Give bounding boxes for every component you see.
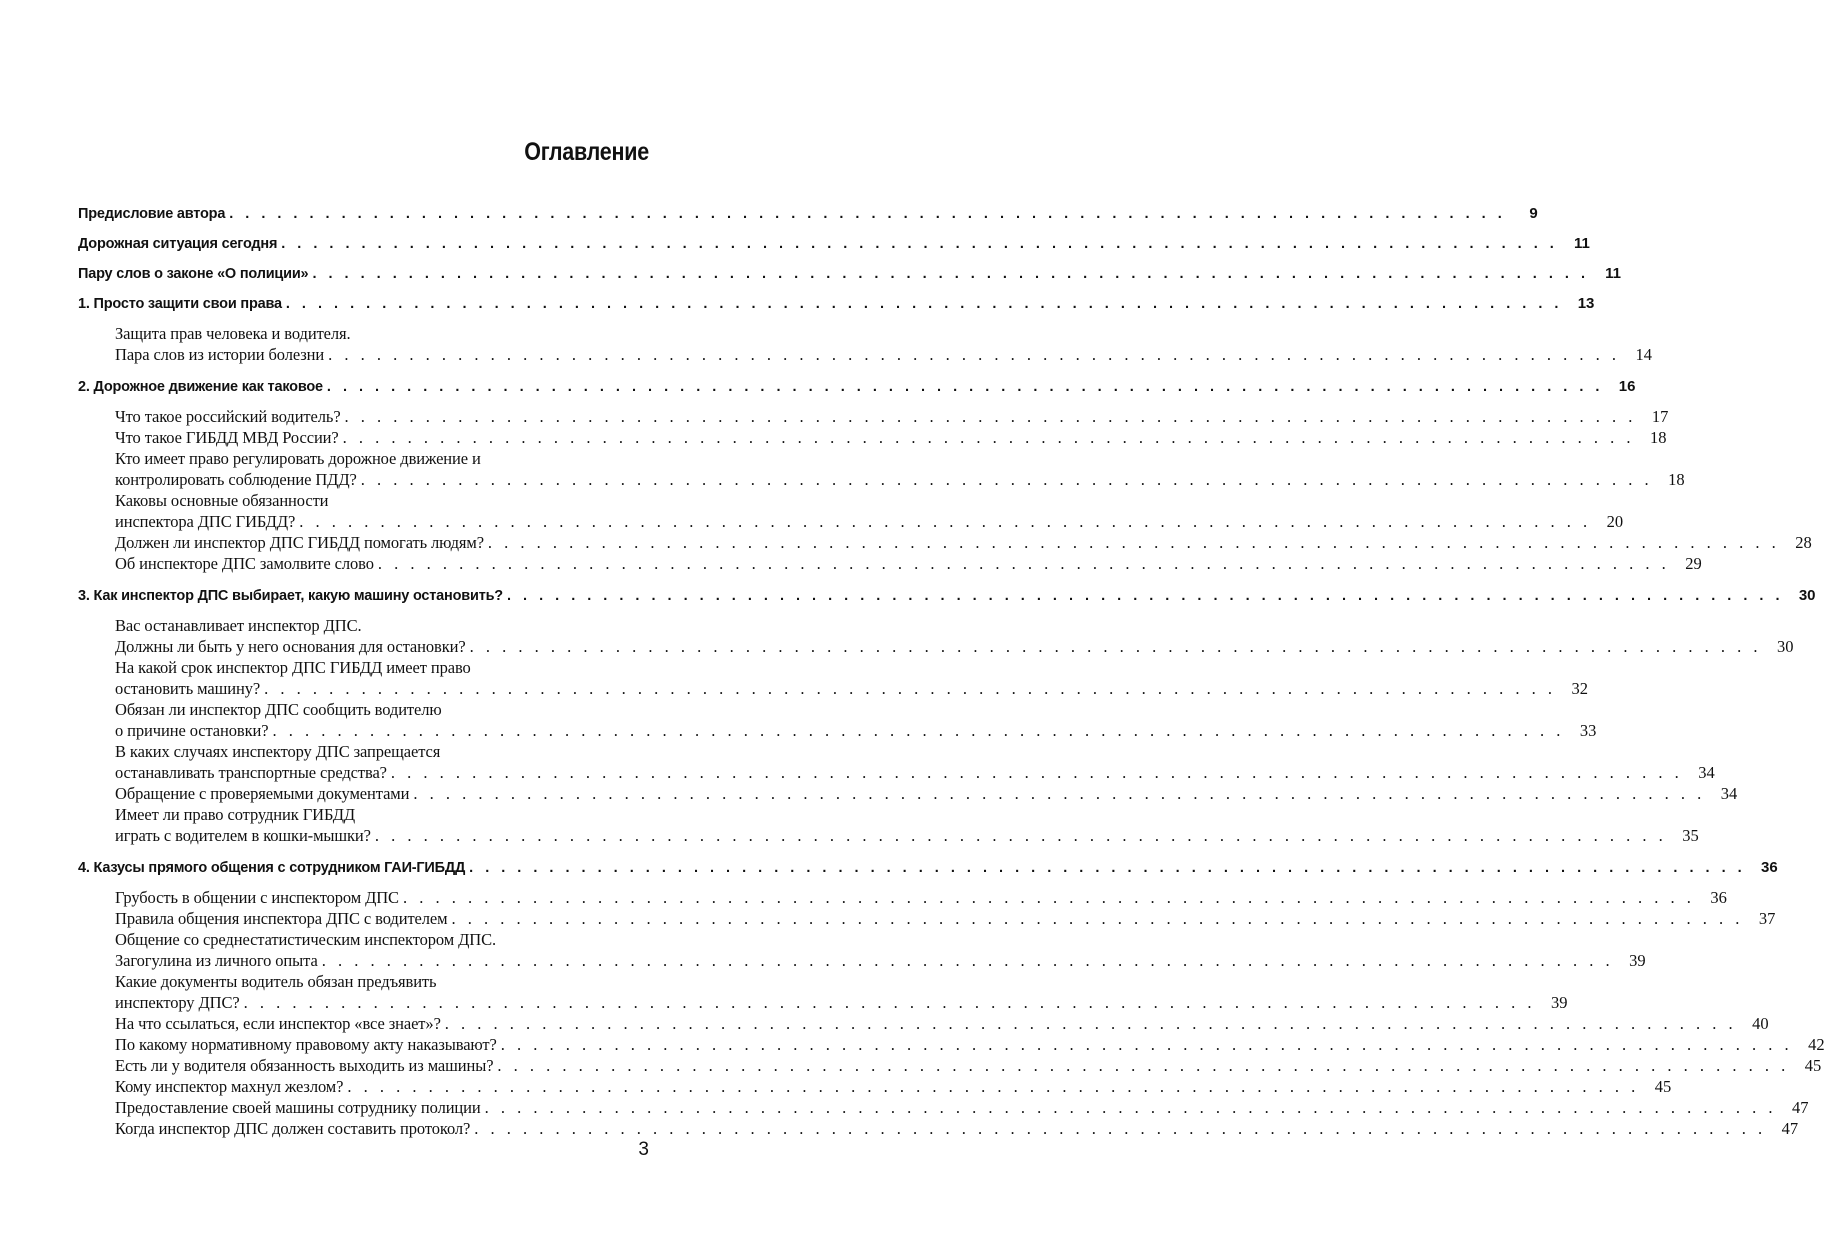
toc-dot-leader: . . . . . . . . . . . . . . . . . . . . . . . . . . . . . . . . . . . . . . . . . . . . . . . . . . . . . . . . . . . . . . . . . . . . . . . . . . . . . . . . [229,206,1506,222]
toc-section-line [78,950,1646,971]
toc-chapter-line [78,857,1778,879]
toc-section-line [78,406,1669,427]
toc-section-line [78,992,1568,1013]
toc-dot-leader: . . . . . . . . . . . . . . . . . . . . . . . . . . . . . . . . . . . . . . . . . . . . . . . . . . . . . . . . . . . . . . . . . . . . . . . . . . . . . . . . [487,533,1780,552]
toc-page-number: 37 [1758,909,1776,928]
toc-page-number: 11 [1573,235,1590,252]
toc-section-line [78,741,650,762]
toc-dot-leader: . . . . . . . . . . . . . . . . . . . . . . . . . . . . . . . . . . . . . . . . . . . . . . . . . . . . . . . . . . . . . . . . . . . . . . . . . . . . . . . . [321,951,1614,970]
toc-section-line [78,929,650,950]
toc-page-number: 17 [1651,407,1669,426]
toc-dot-leader: . . . . . . . . . . . . . . . . . . . . . . . . . . . . . . . . . . . . . . . . . . . . . . . . . . . . . . . . . . . . . . . . . . . . . . . . . . . . . . . . [281,236,1558,252]
toc-dot-leader: . . . . . . . . . . . . . . . . . . . . . . . . . . . . . . . . . . . . . . . . . . . . . . . . . . . . . . . . . . . . . . . . . . . . . . . . . . . . . . . . [264,679,1556,698]
toc-dot-leader: . . . . . . . . . . . . . . . . . . . . . . . . . . . . . . . . . . . . . . . . . . . . . . . . . . . . . . . . . . . . . . . . . . . . . . . . . . . . . . . . [474,1119,1767,1138]
toc-dot-leader: . . . . . . . . . . . . . . . . . . . . . . . . . . . . . . . . . . . . . . . . . . . . . . . . . . . . . . . . . . . . . . . . . . . . . . . . . . . . . . . . [344,407,1637,426]
toc-page-number: 13 [1577,295,1595,312]
toc-dot-leader: . . . . . . . . . . . . . . . . . . . . . . . . . . . . . . . . . . . . . . . . . . . . . . . . . . . . . . . . . . . . . . . . . . . . . . . . . . . . . . . . [402,888,1695,907]
toc-entry-title: По какому нормативному правовому акту наказывают? [115,1035,497,1054]
toc-entry-title: Правила общения инспектора ДПС с водителем [115,909,448,928]
toc-page-number: 45 [1804,1056,1822,1075]
toc-dot-leader: . . . . . . . . . . . . . . . . . . . . . . . . . . . . . . . . . . . . . . . . . . . . . . . . . . . . . . . . . . . . . . . . . . . . . . . . . . . . . . . . [500,1035,1793,1054]
toc-entry-title: играть с водителем в кошки-мышки? [115,826,371,845]
toc-page-number: 32 [1571,679,1588,698]
toc-dot-leader: . . . . . . . . . . . . . . . . . . . . . . . . . . . . . . . . . . . . . . . . . . . . . . . . . . . . . . . . . . . . . . . . . . . . . . . . . . . . . . . . [377,554,1670,573]
toc-entry-title: Пара слов из истории болезни [115,345,325,364]
toc-section-line [78,762,1715,783]
toc-chapter-line [78,203,1538,225]
toc-section-line [78,1013,1769,1034]
toc-dot-leader: . . . . . . . . . . . . . . . . . . . . . . . . . . . . . . . . . . . . . . . . . . . . . . . . . . . . . . . . . . . . . . . . . . . . . . . . . . . . . . . . [469,637,1762,656]
toc-page-number: 39 [1550,993,1568,1012]
toc-section-line [78,1055,1822,1076]
toc-page-number: 45 [1654,1077,1672,1096]
toc-entry-title: Должны ли быть у него основания для остановки? [115,637,466,656]
toc-dot-leader: . . . . . . . . . . . . . . . . . . . . . . . . . . . . . . . . . . . . . . . . . . . . . . . . . . . . . . . . . . . . . . . . . . . . . . . . . . . . . . . . [444,1014,1737,1033]
toc-chapter-line [78,585,1816,607]
toc-entry-title: Обязан ли инспектор ДПС сообщить водителю [115,700,442,719]
toc-page-number: 39 [1629,951,1646,970]
toc-page-number: 40 [1752,1014,1769,1033]
toc-dot-leader: . . . . . . . . . . . . . . . . . . . . . . . . . . . . . . . . . . . . . . . . . . . . . . . . . . . . . . . . . . . . . . . . . . . . . . . . . . . . . . . . [484,1098,1777,1117]
toc-entry-title: Дорожная ситуация сегодня [78,236,278,252]
toc-entry-title: Грубость в общении с инспектором ДПС [115,888,399,907]
toc-entry-title: На что ссылаться, если инспектор «все знает»? [115,1014,441,1033]
toc-chapter-line [78,263,1621,285]
toc-dot-leader: . . . . . . . . . . . . . . . . . . . . . . . . . . . . . . . . . . . . . . . . . . . . . . . . . . . . . . . . . . . . . . . . . . . . . . . . . . . . . . . . [312,266,1589,282]
toc-entry-title: Общение со среднестатистическим инспектором ДПС. [115,930,497,949]
toc-dot-leader: . . . . . . . . . . . . . . . . . . . . . . . . . . . . . . . . . . . . . . . . . . . . . . . . . . . . . . . . . . . . . . . . . . . . . . . . . . . . . . . . [347,1077,1640,1096]
toc-entry-title: В каких случаях инспектору ДПС запрещается [115,742,441,761]
toc-page-number: 29 [1685,554,1702,573]
toc-section-line [78,344,1653,365]
toc-section-line [78,825,1699,846]
toc-entry-title: Когда инспектор ДПС должен составить протокол? [115,1119,471,1138]
toc-entry-title: Что такое российский водитель? [115,407,341,426]
toc-entry-title: Вас останавливает инспектор ДПС. [115,616,362,635]
toc-chapter-line [78,293,1595,315]
toc-page-number: 11 [1605,265,1621,282]
toc-entry-title: На какой срок инспектор ДПС ГИБДД имеет право [115,658,471,677]
toc-chapter-line [78,233,1590,255]
toc-entry-title: Пару слов о законе «О полиции» [78,266,309,282]
toc-section-line [78,783,1738,804]
toc-entry-title: остановить машину? [115,679,261,698]
toc-page-number: 36 [1761,859,1778,876]
toc-entry-title: контролировать соблюдение ПДД? [115,470,357,489]
toc-page-number: 42 [1808,1035,1825,1054]
toc-page-number: 9 [1529,205,1538,222]
toc-entry-title: Есть ли у водителя обязанность выходить из машины? [115,1056,494,1075]
toc-entry-title: 3. Как инспектор ДПС выбирает, какую машину остановить? [78,588,503,604]
toc-page-number: 33 [1579,721,1597,740]
toc-page-number: 47 [1781,1119,1799,1138]
toc-entry-title: Должен ли инспектор ДПС ГИБДД помогать людям? [115,533,484,552]
toc-entry-title: Какие документы водитель обязан предъявить [115,972,437,991]
toc-section-line [78,323,650,344]
toc-section-line [78,615,650,636]
toc-entry-title: Кто имеет право регулировать дорожное движение и [115,449,481,468]
toc-entry-title: Что такое ГИБДД МВД России? [115,428,339,447]
toc-entry-title: Предисловие автора [78,206,226,222]
toc-entry-title: Кому инспектор махнул жезлом? [115,1077,344,1096]
toc-entry-title: Имеет ли право сотрудник ГИБДД [115,805,356,824]
toc-page-number: 47 [1792,1098,1809,1117]
toc-dot-leader: . . . . . . . . . . . . . . . . . . . . . . . . . . . . . . . . . . . . . . . . . . . . . . . . . . . . . . . . . . . . . . . . . . . . . . . . . . . . . . . . [506,588,1784,604]
toc-dot-leader: . . . . . . . . . . . . . . . . . . . . . . . . . . . . . . . . . . . . . . . . . . . . . . . . . . . . . . . . . . . . . . . . . . . . . . . . . . . . . . . . [413,784,1706,803]
toc-page-number: 30 [1798,587,1816,604]
toc-section-line [78,1034,1825,1055]
toc-section-line [78,804,650,825]
toc-entry-title: о причине остановки? [115,721,269,740]
toc-entry-title: 4. Казусы прямого общения с сотрудником ГАИ-ГИБДД [78,860,466,876]
toc-section-line [78,1097,1809,1118]
toc-page-number: 34 [1720,784,1738,803]
toc-entry-title: инспектора ДПС ГИБДД? [115,512,296,531]
page-number: 3 [638,1139,649,1160]
toc-dot-leader: . . . . . . . . . . . . . . . . . . . . . . . . . . . . . . . . . . . . . . . . . . . . . . . . . . . . . . . . . . . . . . . . . . . . . . . . . . . . . . . . [326,379,1604,395]
toc-dot-leader: . . . . . . . . . . . . . . . . . . . . . . . . . . . . . . . . . . . . . . . . . . . . . . . . . . . . . . . . . . . . . . . . . . . . . . . . . . . . . . . . [299,512,1592,531]
toc-dot-leader: . . . . . . . . . . . . . . . . . . . . . . . . . . . . . . . . . . . . . . . . . . . . . . . . . . . . . . . . . . . . . . . . . . . . . . . . . . . . . . . . [390,763,1683,782]
toc-section-line [78,1118,1799,1139]
toc-dot-leader: . . . . . . . . . . . . . . . . . . . . . . . . . . . . . . . . . . . . . . . . . . . . . . . . . . . . . . . . . . . . . . . . . . . . . . . . . . . . . . . . [285,296,1563,312]
toc-entry-title: Предоставление своей машины сотруднику полиции [115,1098,481,1117]
toc-section-line [78,699,650,720]
toc-page-number: 18 [1650,428,1667,447]
toc-page-number: 30 [1776,637,1794,656]
toc-section-line [78,971,650,992]
toc-section-line [78,427,1667,448]
toc-entry-title: Каковы основные обязанности [115,491,329,510]
toc-dot-leader: . . . . . . . . . . . . . . . . . . . . . . . . . . . . . . . . . . . . . . . . . . . . . . . . . . . . . . . . . . . . . . . . . . . . . . . . . . . . . . . . [360,470,1653,489]
toc-section-line [78,678,1588,699]
toc-entry-title: Об инспекторе ДПС замолвите слово [115,554,374,573]
toc-section-line [78,1076,1672,1097]
toc-dot-leader: . . . . . . . . . . . . . . . . . . . . . . . . . . . . . . . . . . . . . . . . . . . . . . . . . . . . . . . . . . . . . . . . . . . . . . . . . . . . . . . . [451,909,1744,928]
toc-section-line [78,657,650,678]
toc-section-line [78,490,650,511]
toc-dot-leader: . . . . . . . . . . . . . . . . . . . . . . . . . . . . . . . . . . . . . . . . . . . . . . . . . . . . . . . . . . . . . . . . . . . . . . . . . . . . . . . . [497,1056,1790,1075]
toc-page-number: 35 [1682,826,1699,845]
toc-page-number: 36 [1710,888,1727,907]
toc-entry-title: Обращение с проверяемыми документами [115,784,410,803]
toc-section-line [78,908,1776,929]
toc-page-number: 34 [1698,763,1715,782]
toc-page-number: 16 [1618,378,1636,395]
toc-entry-title: останавливать транспортные средства? [115,763,387,782]
toc-dot-leader: . . . . . . . . . . . . . . . . . . . . . . . . . . . . . . . . . . . . . . . . . . . . . . . . . . . . . . . . . . . . . . . . . . . . . . . . . . . . . . . . [342,428,1635,447]
toc-section-line [78,469,1685,490]
toc-page-number: 28 [1795,533,1812,552]
toc-chapter-line [78,376,1636,398]
page-title: Оглавление [524,138,649,166]
toc-entry-title: 2. Дорожное движение как таковое [78,379,323,395]
toc-section-line [78,636,1794,657]
toc-page-number: 20 [1606,512,1624,531]
toc-dot-leader: . . . . . . . . . . . . . . . . . . . . . . . . . . . . . . . . . . . . . . . . . . . . . . . . . . . . . . . . . . . . . . . . . . . . . . . . . . . . . . . . [374,826,1667,845]
toc-dot-leader: . . . . . . . . . . . . . . . . . . . . . . . . . . . . . . . . . . . . . . . . . . . . . . . . . . . . . . . . . . . . . . . . . . . . . . . . . . . . . . . . [328,345,1621,364]
toc-entry-title: Защита прав человека и водителя. [115,324,351,343]
toc-section-line [78,553,1702,574]
toc-section-line [78,448,650,469]
toc-section-line [78,887,1727,908]
toc-entry-title: инспектору ДПС? [115,993,240,1012]
toc-section-line [78,511,1624,532]
toc-dot-leader: . . . . . . . . . . . . . . . . . . . . . . . . . . . . . . . . . . . . . . . . . . . . . . . . . . . . . . . . . . . . . . . . . . . . . . . . . . . . . . . . [243,993,1536,1012]
toc-entry-title: 1. Просто защити свои права [78,296,282,312]
toc-section-line [78,720,1597,741]
toc-page-number: 18 [1668,470,1685,489]
toc-dot-leader: . . . . . . . . . . . . . . . . . . . . . . . . . . . . . . . . . . . . . . . . . . . . . . . . . . . . . . . . . . . . . . . . . . . . . . . . . . . . . . . . [272,721,1565,740]
toc-section-line [78,532,1812,553]
toc-dot-leader: . . . . . . . . . . . . . . . . . . . . . . . . . . . . . . . . . . . . . . . . . . . . . . . . . . . . . . . . . . . . . . . . . . . . . . . . . . . . . . . . [469,860,1746,876]
toc-entry-title: Загогулина из личного опыта [115,951,318,970]
toc-page-number: 14 [1635,345,1653,364]
